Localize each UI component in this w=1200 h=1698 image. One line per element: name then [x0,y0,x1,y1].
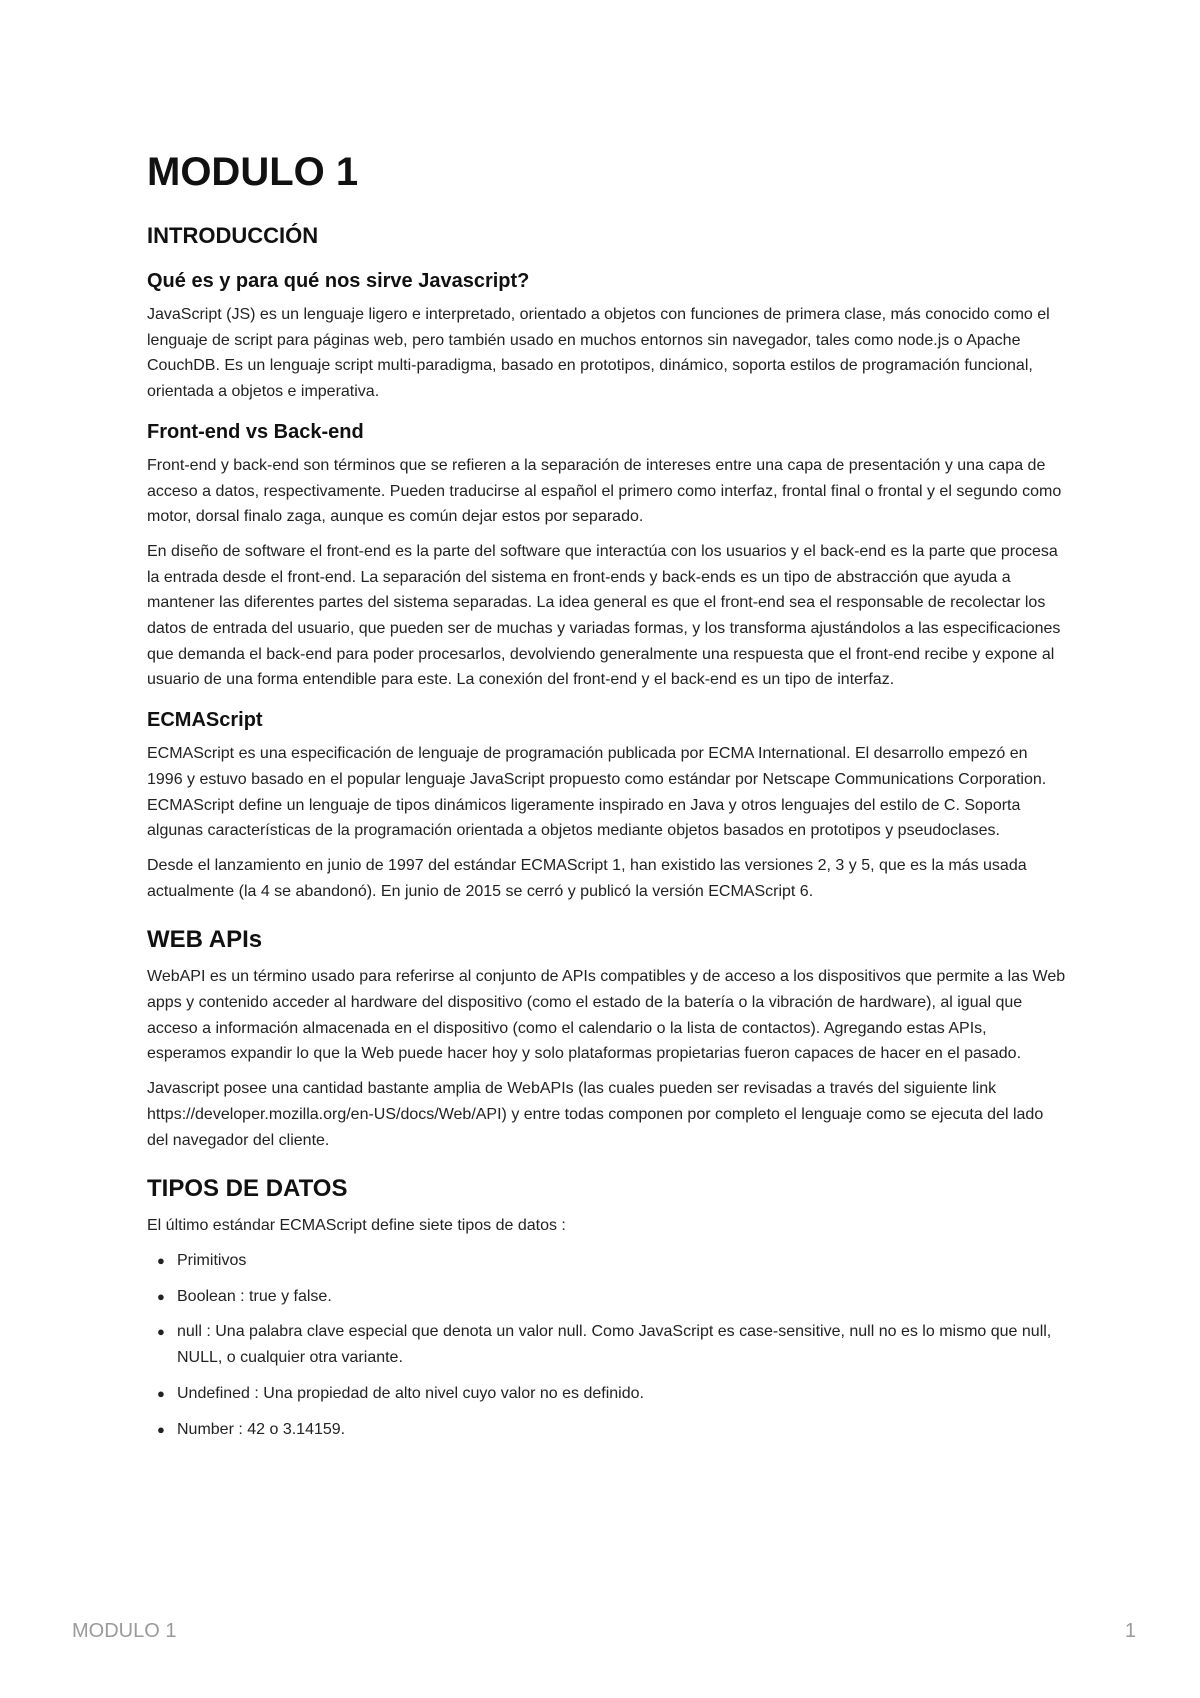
paragraph-tipos-intro: El último estándar ECMAScript define siete tipos de datos : [147,1217,566,1235]
document-title: MODULO 1 [147,150,359,194]
paragraph-front-back-end-1: Front-end y back-end son términos que se refieren a la separación de intereses entre una capa de presentación y una capa de acceso a datos, respectivamente. Pueden traducirse al español el primero como interfaz, frontal final o frontal y el segundo como motor, dorsal finalo zaga, aunque es común dejar estos por separado. [147,456,1062,526]
document-body [147,148,1067,1452]
list-item-text: null : Una palabra clave especial que denota un valor null. Como JavaScript es case-sensitive, null no es lo mismo que null, NULL, o cualquier otra variante. [177,1323,1052,1367]
list-item [157,1381,1067,1407]
footer-page-number: 1 [1124,1620,1136,1642]
list-item-text: Boolean : true y false. [177,1287,332,1305]
subheading-que-es-javascript: Qué es y para qué nos sirve Javascript? [147,270,530,292]
section-heading-tipos-de-datos: TIPOS DE DATOS [147,1175,348,1203]
bullet-icon: ● [157,1252,165,1268]
subheading-ecmascript: ECMAScript [147,709,263,732]
section-heading-introduccion: INTRODUCCIÓN [147,223,319,248]
list-item [157,1248,1067,1274]
paragraph-web-apis-2: Javascript posee una cantidad bastante amplia de WebAPIs (las cuales pueden ser revisadas a través del siguiente link https://developer.mozilla.org/en-US/docs/Web/API) y entre todas componen por completo el lenguaje como se ejecuta del lado del navegador del cliente. [147,1080,1044,1149]
paragraph-ecmascript-2: Desde el lanzamiento en junio de 1997 del estándar ECMAScript 1, han existido las versiones 2, 3 y 5, que es la más usada actualmente (la 4 se abandonó). En junio de 2015 se cerró y publicó la versión ECMAScript 6. [147,856,1027,900]
list-item [157,1319,1067,1370]
subheading-front-back-end: Front-end vs Back-end [147,420,364,443]
data-types-list [147,1248,1067,1442]
footer-document-title: MODULO 1 [72,1620,177,1642]
paragraph-web-apis-1: WebAPI es un término usado para referirse al conjunto de APIs compatibles y de acceso a los dispositivos que permite a las Web apps y contenido acceder al hardware del dispositivo (como el estado de la batería o la vibración de hardware), al igual que acceso a información almacenada en el dispositivo (como el calendario o la lista de contactos). Agregando estas APIs, esperamos expandir lo que la Web puede hacer hoy y solo plataformas propietarias fueron capaces de hacer en el pasado. [147,968,1066,1063]
bullet-icon: ● [157,1288,165,1304]
list-item-text: Primitivos [177,1251,247,1269]
bullet-icon: ● [157,1421,165,1437]
paragraph-front-back-end-2: En diseño de software el front-end es la parte del software que interactúa con los usuarios y el back-end es la parte que procesa la entrada desde el front-end. La separación del sistema en front-ends y back-ends es un tipo de abstracción que ayuda a mantener las diferentes partes del sistema separadas. La idea general es que el front-end sea el responsable de recolectar los datos de entrada del usuario, que pueden ser de muchas y variadas formas, y los transforma ajustándolos a las especificaciones que demanda el back-end para poder procesarlos, devolviendo generalmente una respuesta que el front-end recibe y expone al usuario de una forma entendible para este. La conexión del front-end y el back-end es un tipo de interfaz. [147,542,1061,689]
list-item [157,1284,1067,1310]
list-item-text: Undefined : Una propiedad de alto nivel cuyo valor no es definido. [177,1384,644,1402]
paragraph-que-es-javascript: JavaScript (JS) es un lenguaje ligero e interpretado, orientado a objetos con funciones de primera clase, más conocido como el lenguaje de script para páginas web, pero también usado en muchos entornos sin navegador, tales como node.js o Apache CouchDB. Es un lenguaje script multi-paradigma, basado en prototipos, dinámico, soporta estilos de programación funcional, orientada a objetos e imperativa. [147,306,1050,401]
section-heading-web-apis: WEB APIs [147,926,263,954]
list-item [157,1417,1067,1443]
bullet-icon: ● [157,1385,165,1401]
list-item-text: Number : 42 o 3.14159. [177,1420,346,1438]
paragraph-ecmascript-1: ECMAScript es una especificación de lenguaje de programación publicada por ECMA International. El desarrollo empezó en 1996 y estuvo basado en el popular lenguaje JavaScript propuesto como estándar por Netscape Communications Corporation. ECMAScript define un lenguaje de tipos dinámicos ligeramente inspirado en Java y otros lenguajes del estilo de C. Soporta algunas características de la programación orientada a objetos mediante objetos basados en prototipos y pseudoclases. [147,745,1047,840]
bullet-icon: ● [157,1324,165,1340]
